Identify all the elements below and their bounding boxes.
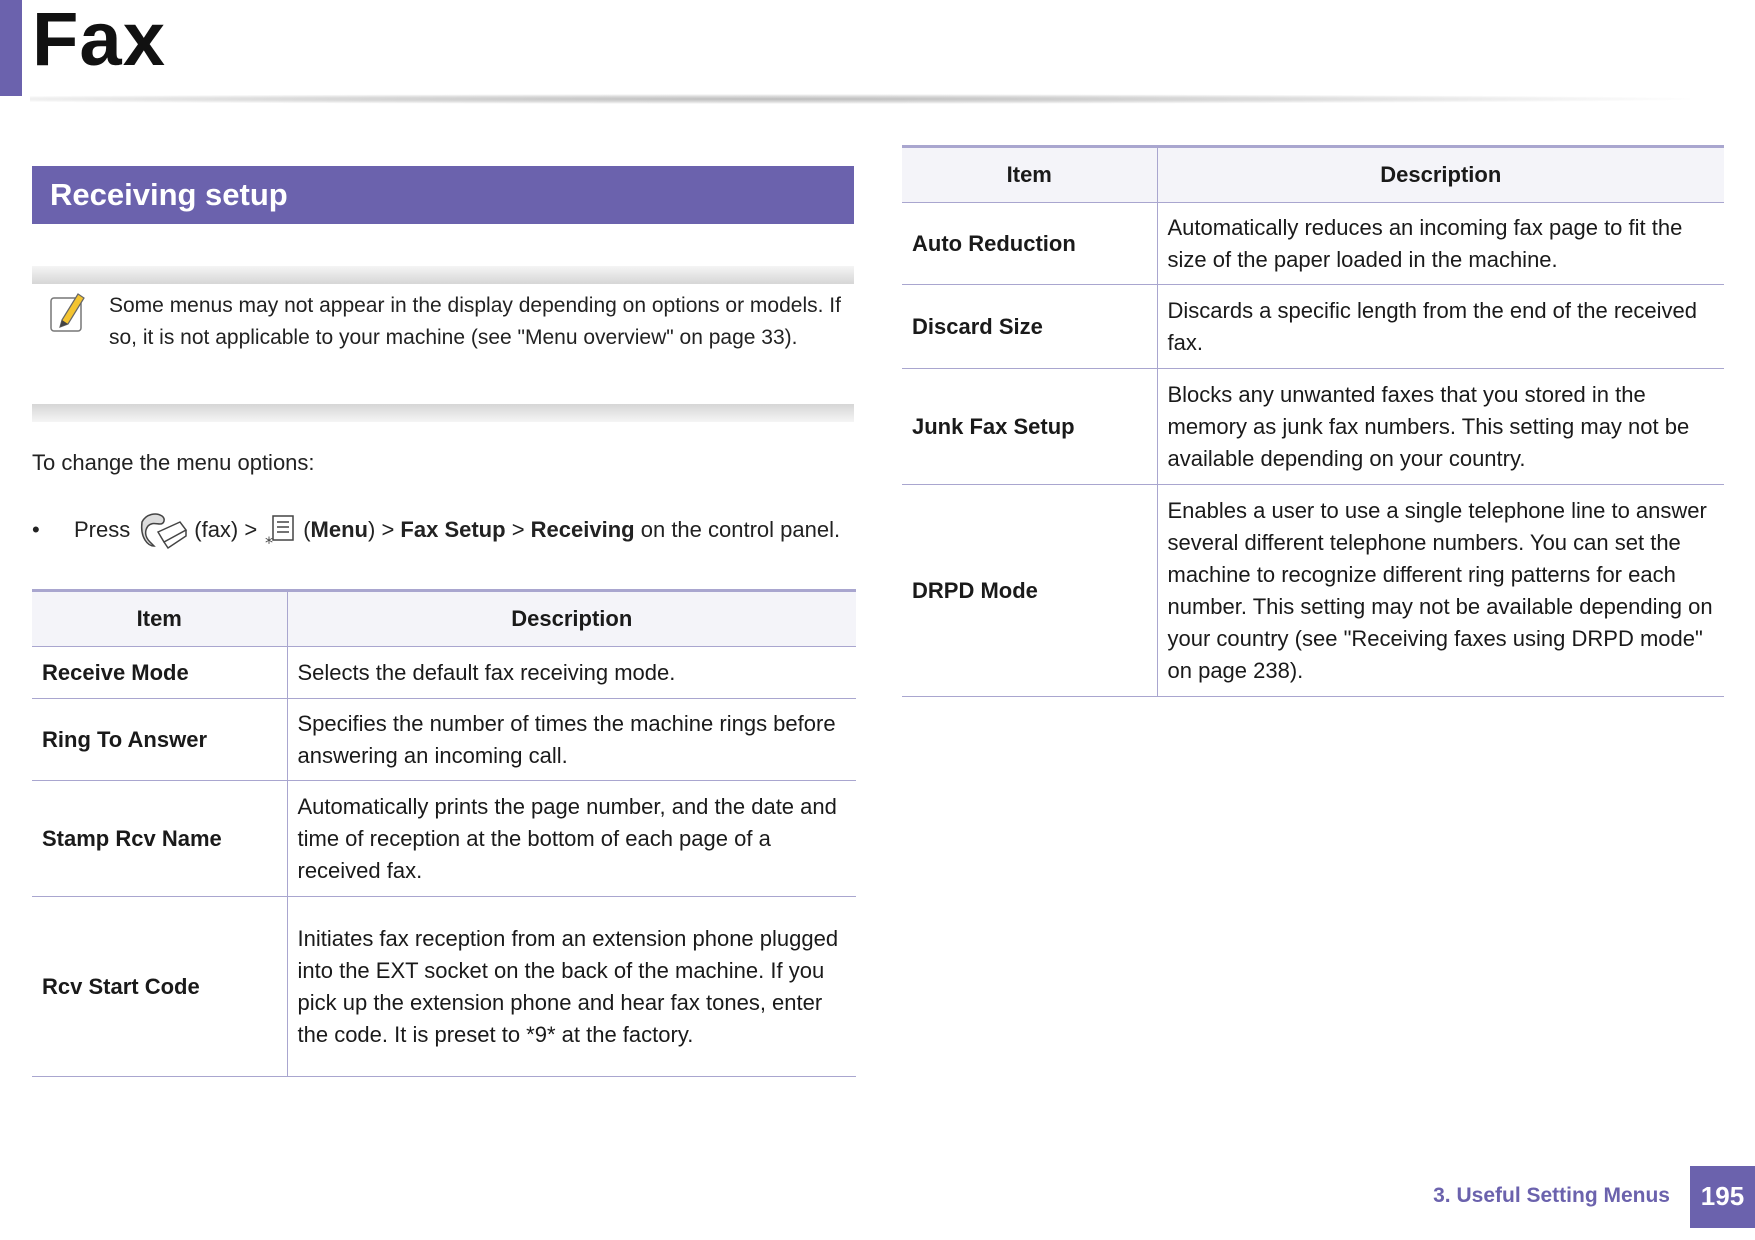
receiving-options-table-1	[32, 589, 856, 1077]
table-row	[32, 699, 856, 781]
menu-open: (	[303, 517, 311, 542]
instructions-intro: To change the menu options:	[32, 450, 315, 475]
table-row	[32, 781, 856, 897]
table-header-row	[902, 147, 1724, 203]
note-box	[32, 266, 854, 422]
press-suffix: on the control panel.	[640, 517, 841, 542]
header-item: Item	[902, 147, 1157, 203]
title-divider	[30, 94, 1690, 104]
row-item: DRPD Mode	[902, 485, 1157, 697]
row-item: Auto Reduction	[902, 203, 1157, 285]
row-description: Selects the default fax receiving mode.	[287, 647, 856, 699]
table-row	[902, 203, 1724, 285]
header-description: Description	[287, 591, 856, 647]
fax-icon	[136, 508, 188, 552]
table-row	[902, 485, 1724, 697]
note-bottom-rule	[32, 404, 854, 422]
pencil-note-icon	[48, 290, 88, 334]
bullet: •	[32, 517, 40, 542]
row-item: Ring To Answer	[32, 699, 287, 781]
note-text: Some menus may not appear in the display depending on options or models. If so, it is not applicable to your machine (see "Menu overview" on page 33).	[109, 294, 841, 349]
press-text: Press	[74, 517, 131, 542]
menu-close: ) >	[368, 517, 395, 542]
row-description: Initiates fax reception from an extension phone plugged into the EXT socket on the back of the machine. If you pick up the extension phone and hear fax tones, enter the code. It is preset to *9* at the factory.	[287, 897, 856, 1077]
svg-text:*: *	[265, 533, 274, 550]
table-row	[902, 369, 1724, 485]
chapter-accent-bar	[0, 0, 22, 96]
row-description: Blocks any unwanted faxes that you stored in the memory as junk fax numbers. This setting may not be available depending on your country.	[1157, 369, 1724, 485]
row-item: Stamp Rcv Name	[32, 781, 287, 897]
row-description: Specifies the number of times the machine rings before answering an incoming call.	[287, 699, 856, 781]
row-item: Rcv Start Code	[32, 897, 287, 1077]
receiving-options-table-2	[902, 145, 1724, 697]
table-row	[32, 897, 856, 1077]
receiving-label: Receiving	[530, 517, 635, 542]
section-heading: Receiving setup	[32, 166, 854, 224]
row-description: Automatically prints the page number, and the date and time of reception at the bottom of each page of a received fax.	[287, 781, 856, 897]
row-description: Enables a user to use a single telephone line to answer several different telephone numbers. You can set the machine to recognize different ring patterns for each number. This setting may not be available depending on your country (see "Receiving faxes using DRPD mode" on page 238).	[1157, 485, 1724, 697]
page-title: Fax	[32, 0, 166, 82]
fax-label: (fax) >	[194, 517, 258, 542]
path-separator: >	[511, 517, 525, 542]
header-description: Description	[1157, 147, 1724, 203]
fax-setup-label: Fax Setup	[400, 517, 506, 542]
page-number: 195	[1690, 1166, 1755, 1228]
row-item: Discard Size	[902, 285, 1157, 369]
row-item: Junk Fax Setup	[902, 369, 1157, 485]
table-row	[32, 647, 856, 699]
footer-chapter: 3. Useful Setting Menus	[1433, 1184, 1670, 1207]
instruction-step	[32, 508, 862, 552]
row-description: Automatically reduces an incoming fax page to fit the size of the paper loaded in the machine.	[1157, 203, 1724, 285]
header-item: Item	[32, 591, 287, 647]
menu-label: Menu	[310, 517, 368, 542]
row-item: Receive Mode	[32, 647, 287, 699]
row-description: Discards a specific length from the end of the received fax.	[1157, 285, 1724, 369]
menu-icon	[263, 510, 297, 550]
table-row	[902, 285, 1724, 369]
table-header-row	[32, 591, 856, 647]
note-top-rule	[32, 266, 854, 284]
